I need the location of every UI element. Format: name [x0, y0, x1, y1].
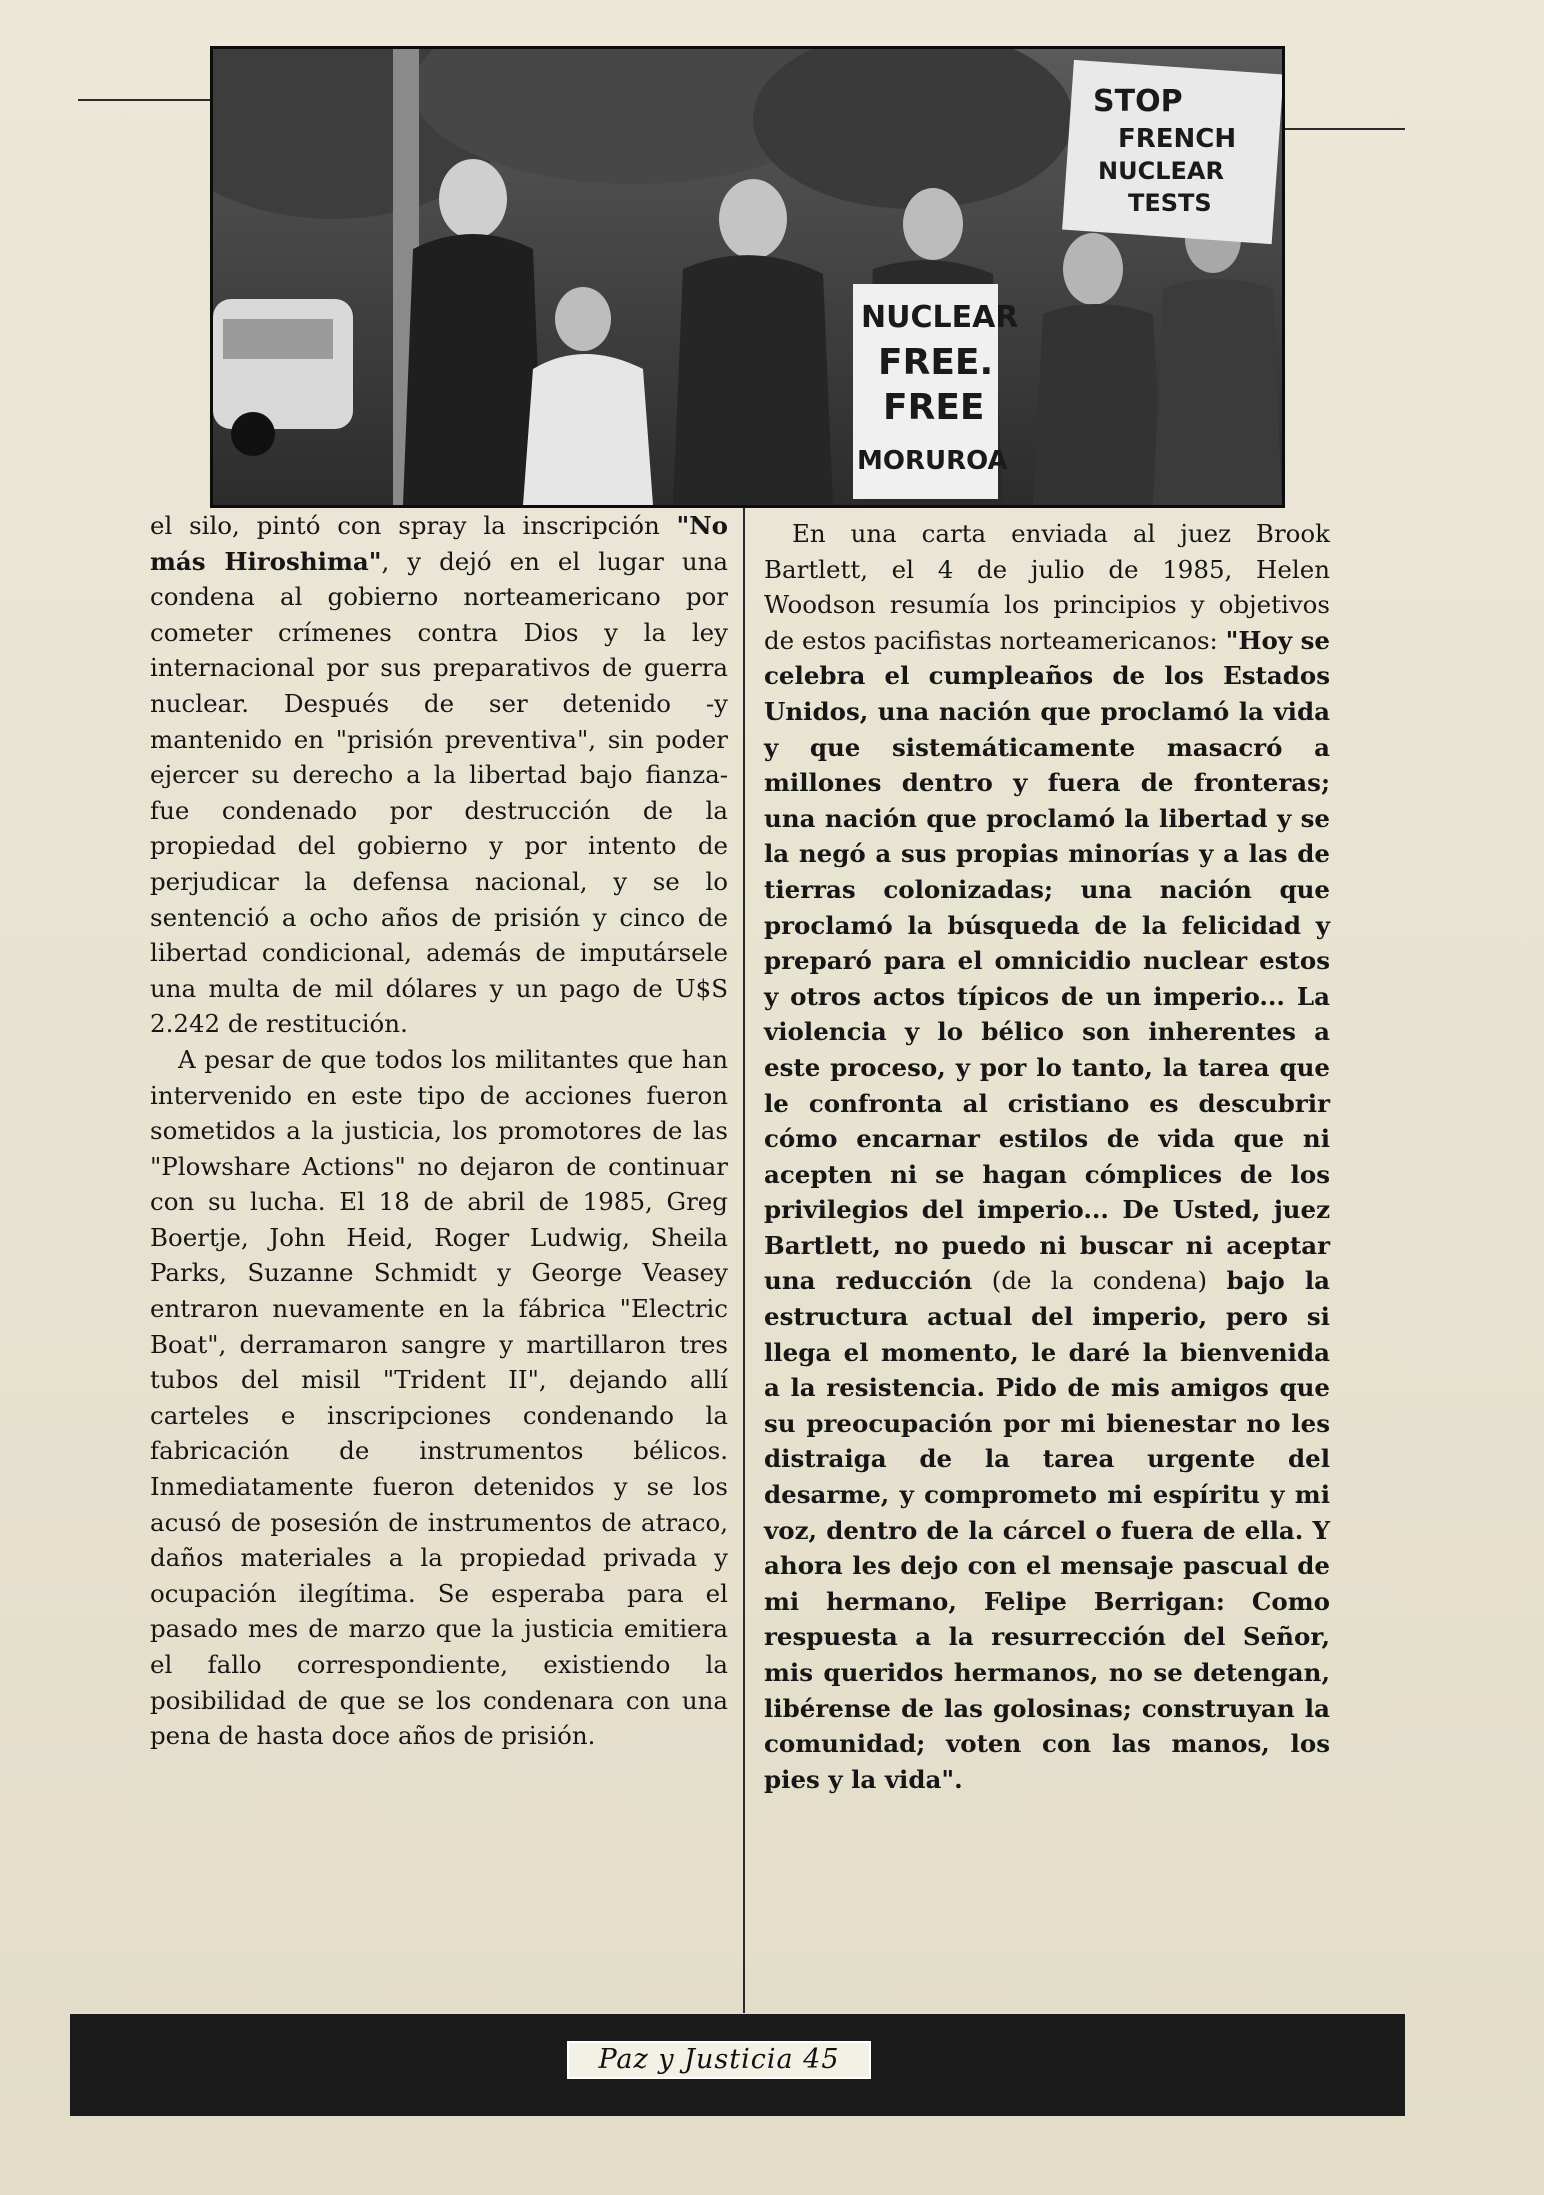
right-p1-text: En una carta enviada al juez Brook Bartlett, el 4 de julio de 1985, Helen Woodson resumía los principios y objetivos de estos pacifistas norteamericanos: — [764, 519, 1330, 655]
sign-center-line-2: FREE. — [878, 342, 994, 383]
left-paragraph-2: A pesar de que todos los militantes que han intervenido en este tipo de acciones fueron sometidos a la justicia, los promotores de las "Plowshare Actions" no dejaron de continuar con su lucha. El 18 de abril de 1985, Greg Boertje, John Heid, Roger Ludwig, Sheila Parks, Suzanne Schmidt y George Veasey entraron nuevamente en la fábrica "Electric Boat", derramaron sangre y martillaron tres tubos del misil "Trident II", dejando allí carteles e inscripciones condenando la fabricación de instrumentos bélicos. Inmediatamente fueron detenidos y se los acusó de posesión de instrumentos de atraco, daños materiales a la propiedad privada y ocupación ilegítima. Se esperaba para el pasado mes de marzo que la justicia emitiera el fallo correspondiente, existiendo la posibilidad de que se los condenara con una pena de hasta doce años de prisión. — [150, 1044, 728, 1751]
sign-top-line-4: TESTS — [1128, 189, 1212, 217]
left-p1-text-b: , y dejó en el lugar una condena al gobierno norteamericano por cometer crímenes contra Dios y la ley internacional por sus preparativos de guerra nuclear. Después de ser detenido -y mantenido en "prisión preventiva", sin poder ejercer su derecho a la libertad bajo fianza- fue condenado por destrucción de la propiedad del gobierno y por intento de perjudicar la defensa nacional, y se lo sentenció a ocho años de prisión y cinco de libertad condicional, además de imputársele una multa de mil dólares y un pago de U$S 2.242 de restitución. — [150, 546, 729, 1039]
header-rule-left — [78, 99, 213, 101]
article-column-right — [764, 516, 1330, 1797]
right-p1-bold-quote: "Hoy se celebra el cumpleaños de los Estados Unidos, una nación que proclamó la vida y que sistemáticamente masacró a millones dentro y fuera de fronteras; una nación que proclamó la libertad y se la negó a sus propias minorías y a las de tierras colonizadas; una nación que proclamó la búsqueda de la felicidad y preparó para el omnicidio nuclear estos y otros actos típicos de un imperio... La violencia y lo bélico son inherentes a este proceso, y por lo tanto, la tarea que le confronta al cristiano es descubrir cómo encarnar estilos de vida que ni acepten ni se hagan cómplices de los privilegios del imperio... De Usted, juez Bartlett, no puedo ni buscar ni aceptar una reducción — [764, 625, 1330, 1296]
protest-photo — [210, 46, 1285, 508]
sign-top-line-2: FRENCH — [1118, 124, 1237, 154]
sign-nuclear-free-moruroa — [853, 284, 1018, 499]
protest-photo-drawing — [213, 49, 1282, 505]
right-p1-parenthetical: (de la condena) — [972, 1266, 1227, 1296]
sign-center-line-3: FREE — [883, 387, 985, 428]
article-column-left — [150, 508, 728, 1754]
header-rule-right — [1283, 128, 1405, 130]
sign-top-line-3: NUCLEAR — [1098, 157, 1224, 185]
sign-top-line-1: STOP — [1093, 84, 1183, 119]
left-p1-bold-quote: "No más Hiroshima" — [150, 511, 728, 576]
right-paragraph-1 — [764, 516, 1330, 1797]
right-p1-bold-quote-2: bajo la estructura actual del imperio, pero si llega el momento, le daré la bienvenida a la resistencia. Pido de mis amigos que su preocupación por mi bienestar no les distraiga de la tarea urgente del desarme, y comprometo mi espíritu y mi voz, dentro de la cárcel o fuera de ella. Y ahora les dejo con el mensaje pascual de mi hermano, Felipe Berrigan: Como respuesta a la resurrección del Señor, mis queridos hermanos, no se detengan, libérense de las golosinas; construyan la comunidad; voten con las manos, los pies y la vida". — [764, 1266, 1331, 1794]
left-p1-text-a: el silo, pintó con spray la inscripción — [150, 511, 677, 540]
sign-center-line-4: MORUROA — [857, 446, 1008, 476]
footer-page-label: Paz y Justicia 45 — [567, 2041, 871, 2079]
sign-center-line-1: NUCLEAR — [861, 300, 1019, 335]
left-paragraph-1 — [150, 508, 728, 1042]
column-divider — [743, 508, 745, 2013]
sign-stop-french-tests — [1062, 60, 1282, 244]
